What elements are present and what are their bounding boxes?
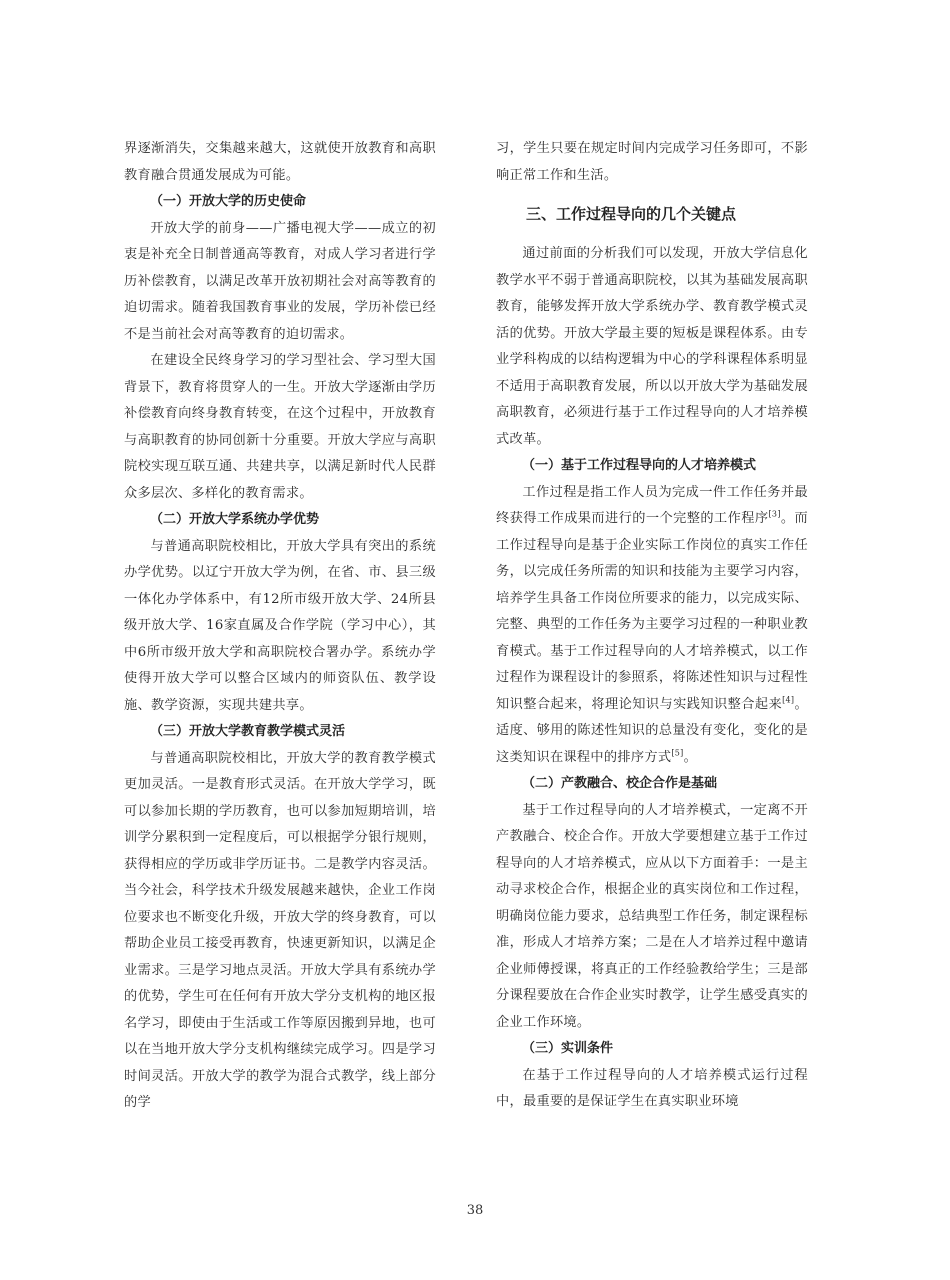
paragraph: 基于工作过程导向的人才培养模式，一定离不开产教融合、校企合作。开放大学要想建立基于工作过程导向的人才培养模式，应从以下方面着手：一是主动寻求校企合作，根据企业的真实岗位和工作过程，明确岗位能力要求，总结典型工作任务，制定课程标准，形成人才培养方案；二是在人才培养过程中邀请企业师傅授课，将真正的工作经验教给学生；三是部分课程要放在合作企业实时教学，让学生感受真实的企业工作环境。 xyxy=(496,802,808,1030)
left-column xyxy=(124,136,436,1117)
citation-ref: [5] xyxy=(671,748,684,758)
paragraph: 开放大学的前身——广播电视大学——成立的初衷是补充全日制普通高等教育，对成人学习者进行学历补偿教育，以满足改革开放初期社会对高等教育的迫切需求。随着我国教育事业的发展，学历补偿已经不是当前社会对高等教育的迫切需求。 xyxy=(124,220,436,342)
subsection-heading: （三）开放大学教育教学模式灵活 xyxy=(150,724,346,739)
subsection-heading: （一）基于工作过程导向的人才培养模式 xyxy=(522,458,757,473)
text-run: 。适度、够用的陈述性知识的总量没有变化，变化的是这类知识在课程中的排序方式 xyxy=(496,696,808,765)
citation-ref: [3] xyxy=(768,509,781,519)
page-number: 38 xyxy=(466,1203,484,1218)
paragraph: 习，学生只要在规定时间内完成学习任务即可，不影响正常工作和生活。 xyxy=(496,141,808,183)
text-run: 。而工作过程导向是基于企业实际工作岗位的真实工作任务，以完成任务所需的知识和技能为主要学习内容，培养学生具备工作岗位所要求的能力，以完成实际、完整、典型的工作任务为主要学习过程的一种职业教育模式。基于工作过程导向的人才培养模式，以工作过程作为课程设计的参照系，将陈述性知识与过程性知识整合起来，将理论知识与实践知识整合起来 xyxy=(496,511,809,712)
section-heading: 三、工作过程导向的几个关键点 xyxy=(526,205,737,223)
text-run: 工作过程是指工作人员为完成一件工作任务并最终获得工作成果而进行的一个完整的工作程序 xyxy=(496,484,808,526)
subsection-heading: （二）开放大学系统办学优势 xyxy=(150,512,320,527)
paragraph: 在建设全民终身学习的学习型社会、学习型大国背景下，教育将贯穿人的一生。开放大学逐渐由学历补偿教育向终身教育转变，在这个过程中，开放教育与高职教育的协同创新十分重要。开放大学应与高职院校实现互联互通、共建共享，以满足新时代人民群众多层次、多样化的教育需求。 xyxy=(124,353,436,501)
citation-ref: [4] xyxy=(782,695,795,705)
paragraph: 界逐渐消失，交集越来越大，这就使开放教育和高职教育融合贯通发展成为可能。 xyxy=(124,141,436,183)
paragraph xyxy=(496,480,808,772)
right-column xyxy=(496,136,808,1116)
paragraph: 通过前面的分析我们可以发现，开放大学信息化教学水平不弱于普通高职院校，以其为基础发展高职教育，能够发挥开放大学系统办学、教育教学模式灵活的优势。开放大学最主要的短板是课程体系。由专业学科构成的以结构逻辑为中心的学科课程体系明显不适用于高职教育发展，所以以开放大学为基础发展高职教育，必须进行基于工作过程导向的人才培养模式改革。 xyxy=(496,246,808,447)
paragraph: 在基于工作过程导向的人才培养模式运行过程中，最重要的是保证学生在真实职业环境 xyxy=(496,1067,808,1109)
subsection-heading: （一）开放大学的历史使命 xyxy=(150,194,307,209)
subsection-heading: （三）实训条件 xyxy=(522,1041,614,1056)
text-run: 。 xyxy=(683,749,698,765)
paragraph: 与普通高职院校相比，开放大学具有突出的系统办学优势。以辽宁开放大学为例，在省、市、县三级一体化办学体系中，有12所市级开放大学、24所县级开放大学、16家直属及合作学院（学习中心），其中6所市级开放大学和高职院校合署办学。系统办学使得开放大学可以整合区域内的师资队伍、教学设施、教学资源，实现共建共享。 xyxy=(124,538,436,713)
subsection-heading: （二）产教融合、校企合作是基础 xyxy=(522,776,718,791)
paragraph: 与普通高职院校相比，开放大学的教育教学模式更加灵活。一是教育形式灵活。在开放大学学习，既可以参加长期的学历教育，也可以参加短期培训，培训学分累积到一定程度后，可以根据学分银行规则，获得相应的学历或非学历证书。二是教学内容灵活。当今社会，科学技术升级发展越来越快，企业工作岗位要求也不断变化升级，开放大学的终身教育，可以帮助企业员工接受再教育，快速更新知识，以满足企业需求。三是学习地点灵活。开放大学具有系统办学的优势，学生可在任何有开放大学分支机构的地区报名学习，即使由于生活或工作等原因搬到异地，也可以在当地开放大学分支机构继续完成学习。四是学习时间灵活。开放大学的教学为混合式教学，线上部分的学 xyxy=(124,750,436,1110)
